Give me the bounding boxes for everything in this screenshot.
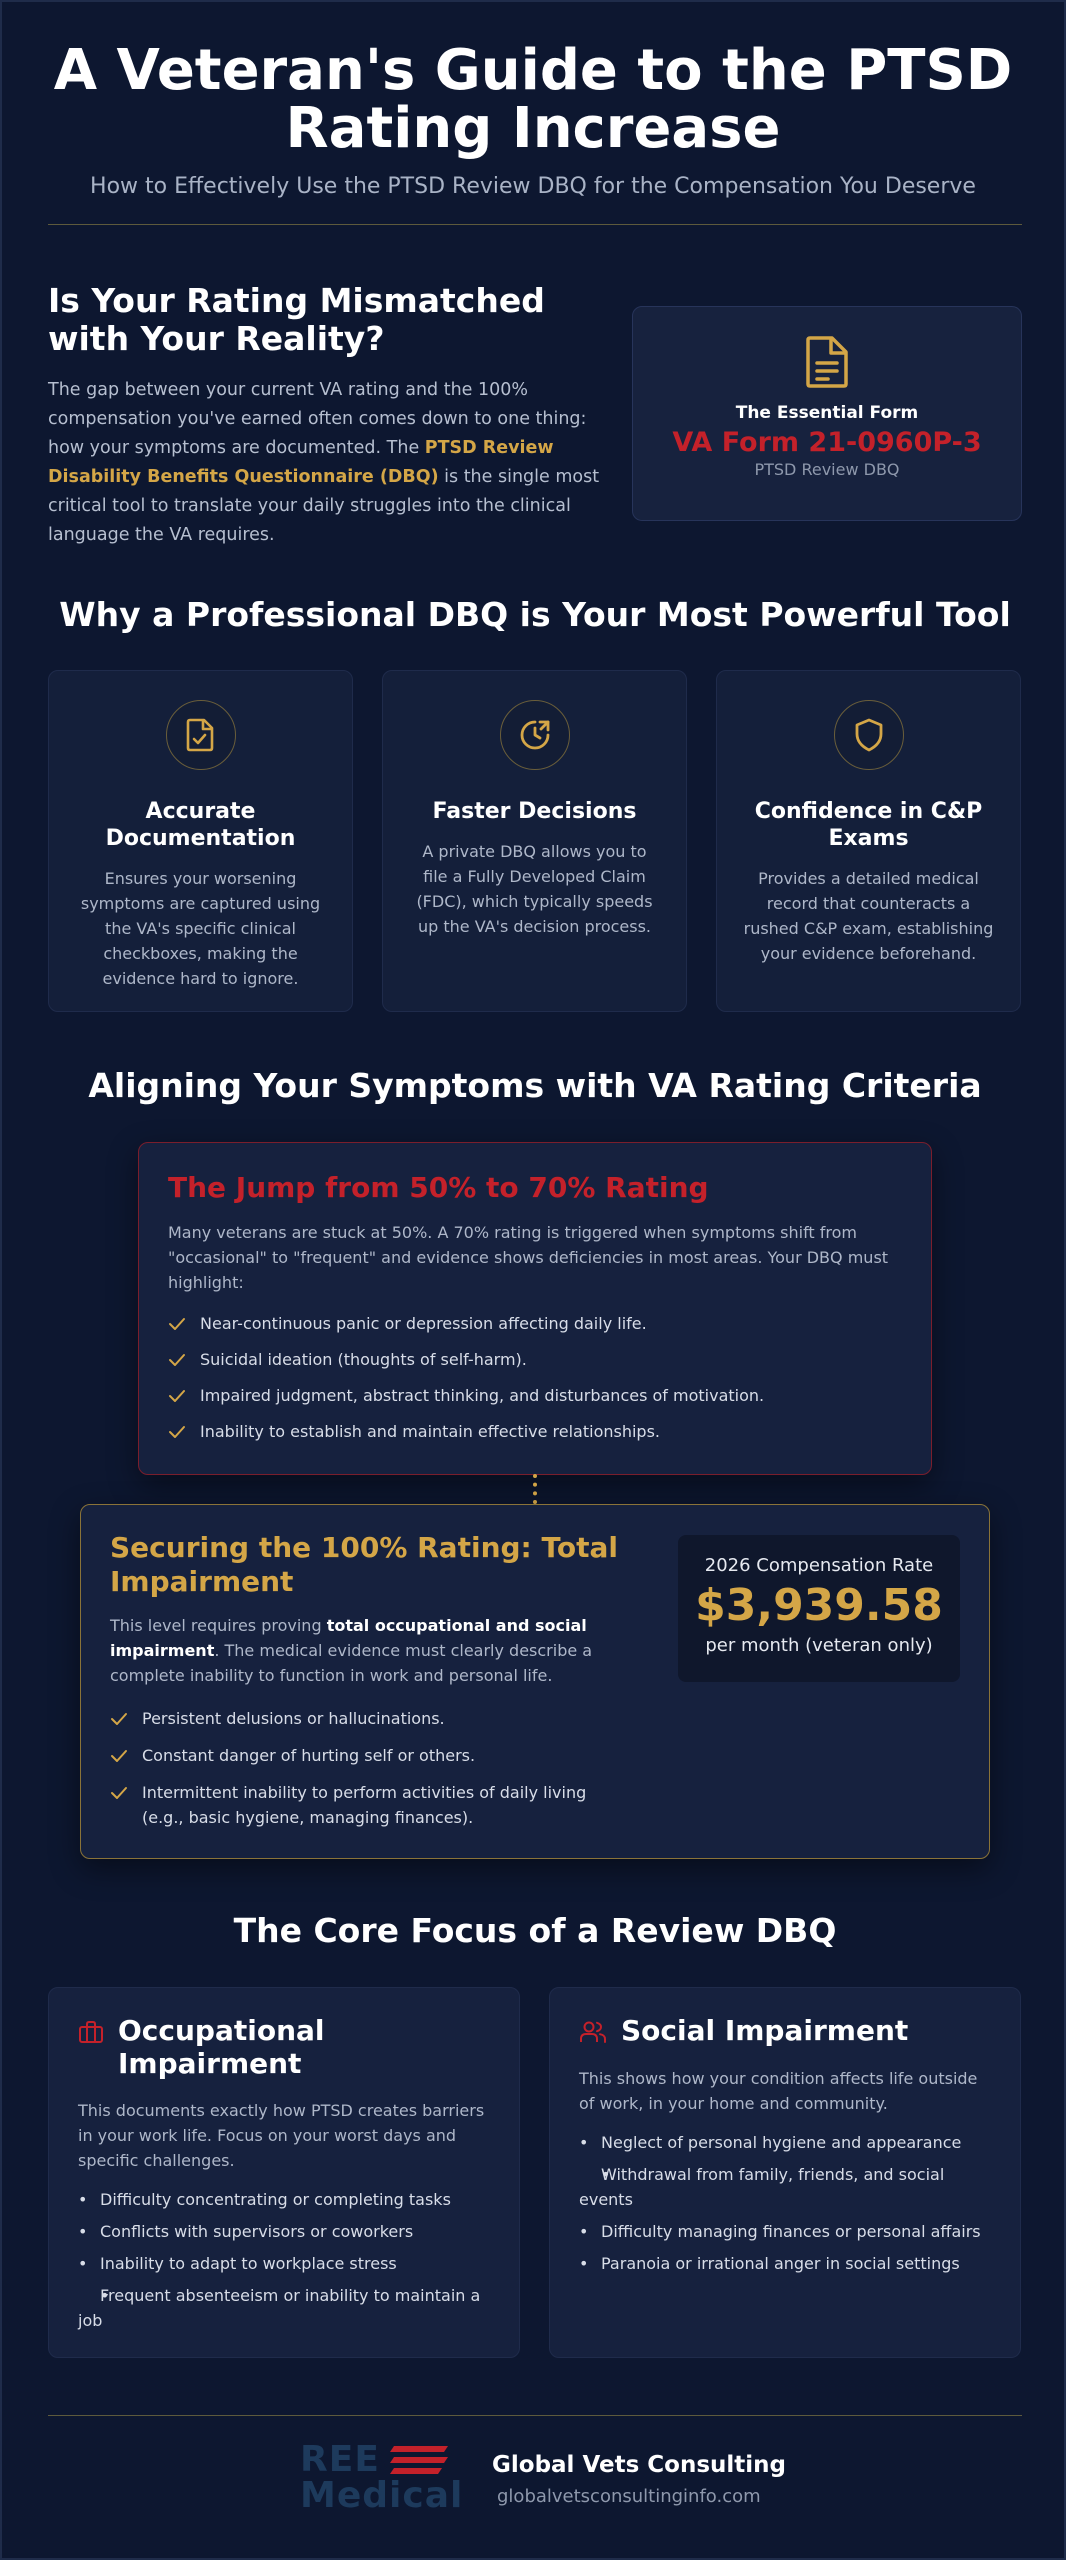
briefcase-icon <box>78 2020 104 2048</box>
rate-label: 2026 Compensation Rate <box>704 1555 934 1576</box>
rating-100-desc-end: . The medical evidence must clearly describe a complete inability to function in work and personal life. <box>110 1641 593 1685</box>
form-name: VA Form 21-0960P-3 <box>672 427 982 458</box>
intro-title: Is Your Rating Mismatched with Your Reality? <box>48 281 545 358</box>
rating-100-list <box>110 1706 630 1830</box>
list-item-text: Near-continuous panic or depression affecting daily life. <box>200 1314 647 1333</box>
occupational-description: This documents exactly how PTSD creates barriers in your work life. Focus on your worst days and specific challenges. <box>78 2101 485 2170</box>
rating-70-description: Many veterans are stuck at 50%. A 70% rating is triggered when symptoms shift from "occasional" to "frequent" and evidence shows deficiencies in most areas. Your DBQ must highlight: <box>168 1223 889 1292</box>
list-item: • Neglect of personal hygiene and appearance <box>579 2130 991 2155</box>
intro-text-start: The gap between your current VA rating and the 100% compensation you've earned often comes down to one thing: how your symptoms are documented. The <box>48 380 587 458</box>
list-item-text: Suicidal ideation (thoughts of self-harm). <box>200 1350 527 1369</box>
feature-title: Accurate Documentation <box>105 799 296 851</box>
social-list <box>579 2130 991 2276</box>
list-item-text: Inability to establish and maintain effective relationships. <box>200 1422 661 1441</box>
intro-text <box>48 376 608 550</box>
feature-title: Confidence in C&P Exams <box>754 799 983 851</box>
feature-card-confidence <box>716 670 1021 1012</box>
rating-100-desc-start: This level requires proving <box>110 1616 327 1635</box>
list-item-text: Persistent delusions or hallucinations. <box>142 1709 445 1728</box>
intro-section <box>48 282 608 550</box>
list-item-text: Impaired judgment, abstract thinking, and disturbances of motivation. <box>200 1386 765 1405</box>
rating-70-list <box>168 1313 902 1443</box>
essential-form-card <box>632 306 1022 521</box>
list-item <box>110 1706 630 1731</box>
social-description: This shows how your condition affects life outside of work, in your home and community. <box>579 2069 978 2113</box>
rating-100-content <box>110 1531 630 1842</box>
rating-70-card <box>138 1142 932 1475</box>
rating-100-description <box>110 1613 630 1688</box>
occupational-header <box>78 2014 490 2080</box>
list-item: • Paranoia or irrational anger in social settings <box>579 2251 991 2276</box>
rating-100-card <box>80 1504 990 1859</box>
list-item-text: Constant danger of hurting self or others. <box>142 1746 476 1765</box>
footer-company-name: Global Vets Consulting <box>492 2452 786 2478</box>
core-section-title: The Core Focus of a Review DBQ <box>233 1911 837 1950</box>
social-card <box>549 1987 1021 2358</box>
social-title: Social Impairment <box>621 2014 909 2047</box>
intro-highlight: PTSD Review Disability Benefits Questionnaire (DBQ) <box>48 438 554 487</box>
logo-stripes-icon <box>390 2444 454 2480</box>
check-icon <box>110 1782 128 1807</box>
file-check-icon <box>166 700 236 770</box>
feature-card-faster <box>382 670 687 1012</box>
footer-divider <box>48 2415 1022 2416</box>
rate-unit: per month (veteran only) <box>705 1635 933 1656</box>
list-item <box>168 1385 902 1407</box>
occupational-list <box>78 2187 490 2333</box>
list-item: • Conflicts with supervisors or coworkers <box>78 2219 490 2244</box>
feature-title: Faster Decisions <box>432 799 637 824</box>
rating-70-title: The Jump from 50% to 70% Rating <box>168 1171 709 1204</box>
why-section-title: Why a Professional DBQ is Your Most Powerful Tool <box>59 595 1011 634</box>
list-item: • Difficulty concentrating or completing tasks <box>78 2187 490 2212</box>
rate-value: $3,939.58 <box>695 1580 943 1631</box>
logo-text-top: REE <box>300 2439 380 2480</box>
list-item: • Difficulty managing finances or personal affairs <box>579 2219 991 2244</box>
occupational-card <box>48 1987 520 2358</box>
criteria-section-title: Aligning Your Symptoms with VA Rating Criteria <box>88 1066 982 1105</box>
feature-card-documentation <box>48 670 353 1012</box>
social-header <box>579 2014 991 2048</box>
company-logo <box>300 2439 480 2516</box>
list-item <box>110 1780 630 1830</box>
list-item-text: Intermittent inability to perform activities of daily living (e.g., basic hygiene, managing finances). <box>142 1783 587 1827</box>
list-item: • Inability to adapt to workplace stress <box>78 2251 490 2276</box>
rating-100-desc-bold: total occupational and social impairment <box>110 1616 587 1660</box>
form-label: The Essential Form <box>735 403 919 423</box>
list-item: • Withdrawal from family, friends, and social events <box>579 2162 991 2212</box>
feature-text: Provides a detailed medical record that counteracts a rushed C&P exam, establishing your evidence beforehand. <box>743 869 994 963</box>
list-item: • Frequent absenteeism or inability to maintain a job <box>78 2283 490 2333</box>
document-icon <box>633 335 1021 393</box>
intro-text-end: is the single most critical tool to translate your daily struggles into the clinical language the VA requires. <box>48 467 600 545</box>
page-subtitle: How to Effectively Use the PTSD Review DBQ for the Compensation You Deserve <box>90 174 976 199</box>
footer-url[interactable]: globalvetsconsultinginfo.com <box>497 2486 761 2507</box>
check-icon <box>168 1423 186 1445</box>
header-divider <box>48 224 1022 225</box>
header <box>2 2 1064 199</box>
check-icon <box>168 1351 186 1373</box>
list-item <box>168 1421 902 1443</box>
logo-text-bottom: Medical <box>300 2475 464 2516</box>
form-subtitle: PTSD Review DBQ <box>754 460 900 479</box>
occupational-title: Occupational Impairment <box>118 2014 325 2080</box>
page-title: A Veteran's Guide to the PTSD Rating Increase <box>53 38 1013 161</box>
list-item <box>110 1743 630 1768</box>
clock-speed-icon <box>500 700 570 770</box>
list-item <box>168 1313 902 1335</box>
feature-text: A private DBQ allows you to file a Fully Developed Claim (FDC), which typically speeds up the VA's decision process. <box>416 842 653 936</box>
list-item <box>168 1349 902 1371</box>
check-icon <box>168 1387 186 1409</box>
users-icon <box>579 2020 607 2048</box>
feature-text: Ensures your worsening symptoms are captured using the VA's specific clinical checkboxes, making the evidence hard to ignore. <box>80 869 321 988</box>
shield-icon <box>834 700 904 770</box>
check-icon <box>110 1708 128 1733</box>
check-icon <box>110 1745 128 1770</box>
rating-100-title: Securing the 100% Rating: Total Impairment <box>110 1531 618 1598</box>
check-icon <box>168 1315 186 1337</box>
dotted-connector <box>533 1474 537 1504</box>
compensation-rate-box <box>678 1535 960 1682</box>
